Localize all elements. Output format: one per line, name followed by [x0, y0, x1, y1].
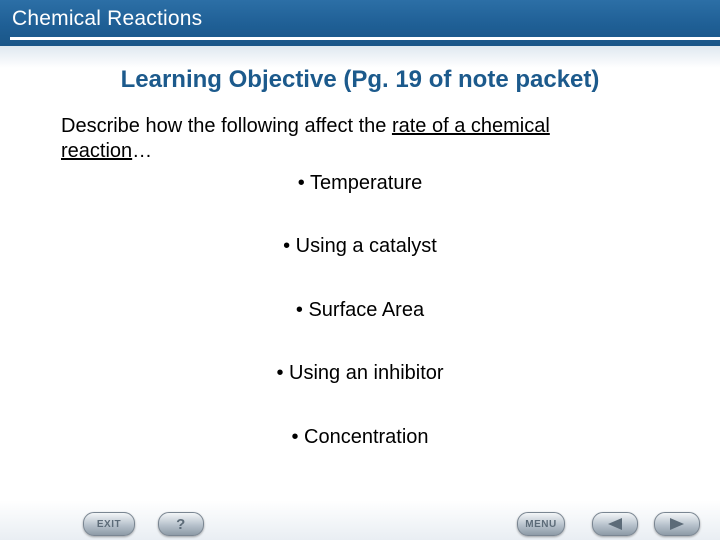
objective-description	[61, 114, 621, 164]
header-bar	[0, 0, 720, 46]
help-icon: ?	[176, 515, 186, 533]
header-divider	[10, 37, 720, 40]
bullet-concentration: • Concentration	[291, 426, 429, 448]
bullet-surface-area: • Surface Area	[295, 299, 425, 321]
arrow-left-icon	[608, 518, 622, 530]
bullet-temperature: • Temperature	[297, 172, 423, 194]
help-button[interactable]	[158, 512, 204, 536]
menu-label: MENU	[525, 518, 557, 530]
description-underlined: rate of a chemical reaction	[61, 115, 550, 162]
slide-title: Learning Objective (Pg. 19 of note packet)	[120, 66, 600, 93]
next-button[interactable]	[654, 512, 700, 536]
previous-button[interactable]	[592, 512, 638, 536]
menu-button[interactable]	[517, 512, 565, 536]
description-suffix: …	[132, 140, 153, 162]
bullet-catalyst: • Using a catalyst	[283, 235, 437, 257]
header-gradient	[0, 46, 720, 68]
exit-label: EXIT	[96, 518, 122, 530]
description-prefix: Describe how the following affect the	[61, 115, 392, 137]
arrow-right-icon	[670, 518, 684, 530]
header-title: Chemical Reactions	[12, 7, 203, 30]
exit-button[interactable]	[83, 512, 135, 536]
bullet-inhibitor: • Using an inhibitor	[276, 362, 444, 384]
